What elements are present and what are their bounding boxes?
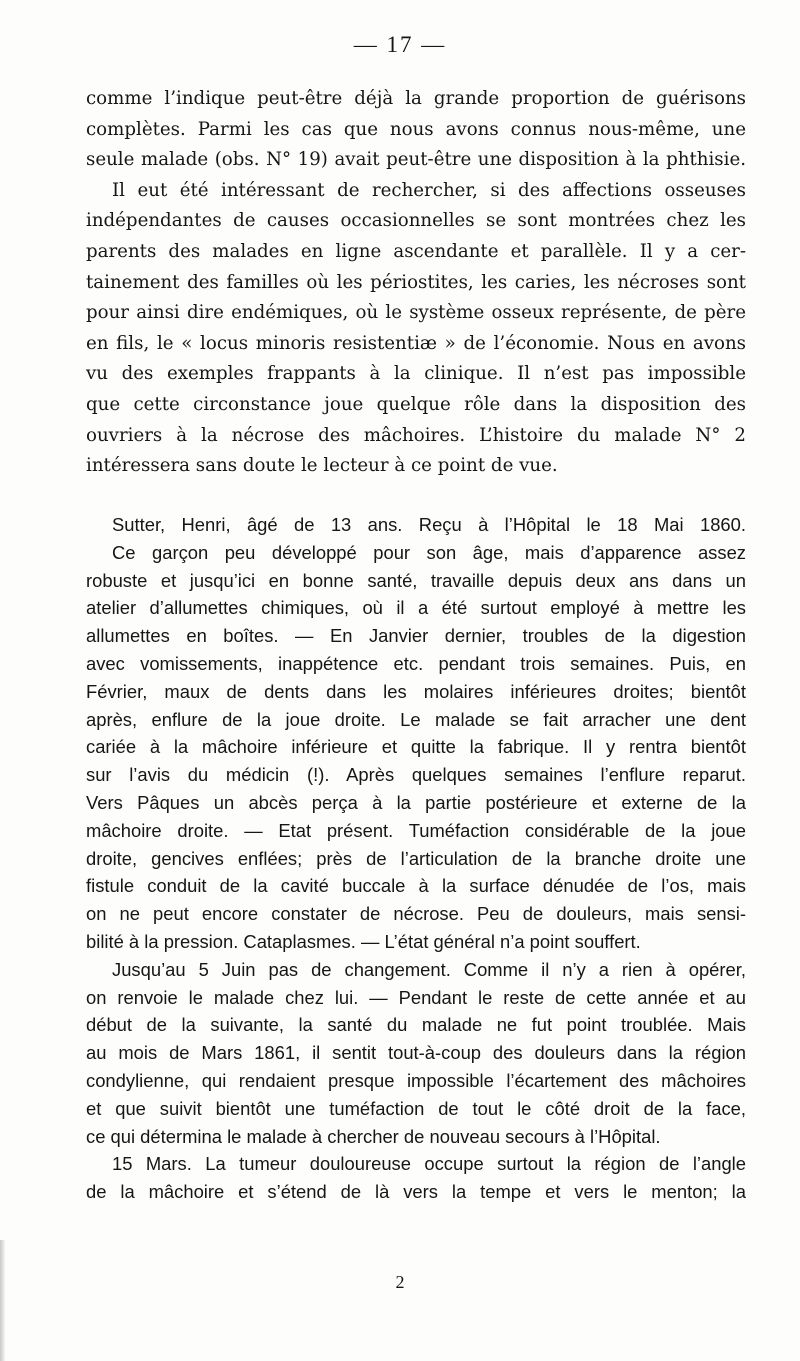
text-line: que cette circonstance joue quelque rôle dans la disposition des	[86, 393, 746, 415]
case-line: sur l’avis du médicin (!). Après quelques semaines l’enflure reparut.	[86, 764, 746, 786]
case-line: de la mâchoire et s’étend de là vers la tempe et vers le menton; la	[86, 1181, 746, 1203]
case-line: Jusqu’au 5 Juin pas de changement. Comme il n’y a rien à opérer,	[112, 958, 746, 980]
case-line: allumettes en boîtes. — En Janvier dernier, troubles de la digestion	[86, 625, 746, 647]
case-line: cariée à la mâchoire inférieure et quitte la fabrique. Il y rentra bientôt	[86, 736, 746, 758]
case-line: droite, gencives enflées; près de l’articulation de la branche droite une	[86, 847, 746, 869]
text-line: pour ainsi dire endémiques, où le système osseux représente, de père	[86, 302, 746, 324]
case-line: ce qui détermina le malade à chercher de nouveau secours à l’Hôpital.	[86, 1125, 661, 1147]
text-line: vu des exemples frappants à la clinique. Il n’est pas impossible	[86, 363, 746, 385]
scan-edge-shadow	[0, 1240, 5, 1361]
case-line: fistule conduit de la cavité buccale à la surface dénudée de l’os, mais	[86, 875, 746, 897]
text-line: parents des malades en ligne ascendante et parallèle. Il y a cer-	[86, 240, 746, 262]
case-line: condylienne, qui rendaient presque impossible l’écartement des mâchoires	[86, 1069, 746, 1091]
case-line: Ce garçon peu développé pour son âge, mais d’apparence assez	[112, 541, 746, 563]
case-report	[86, 511, 746, 1206]
text-line: complètes. Parmi les cas que nous avons connus nous-même, une	[86, 118, 746, 140]
text-line: tainement des familles où les périostites, les caries, les nécroses sont	[86, 271, 746, 293]
text-line: en fils, le « locus minoris resistentiæ » de l’économie. Nous en avons	[86, 332, 746, 354]
case-line: Vers Pâques un abcès perça à la partie postérieure et externe de la	[86, 791, 746, 813]
page-number: — 17 —	[353, 32, 447, 57]
case-line: mâchoire droite. — Etat présent. Tuméfaction considérable de la joue	[86, 819, 746, 841]
text-line: comme l’indique peut-être déjà la grande proportion de guérisons	[86, 88, 746, 109]
case-line: atelier d’allumettes chimiques, où il a été surtout employé à mettre les	[86, 597, 746, 619]
case-line: au mois de Mars 1861, il sentit tout-à-coup des douleurs dans la région	[86, 1042, 746, 1064]
signature-mark: 2	[395, 1272, 405, 1292]
case-line: on ne peut encore constater de nécrose. Peu de douleurs, mais sensi-	[86, 903, 746, 925]
text-line: intéressera sans doute le lecteur à ce point de vue.	[86, 455, 558, 477]
case-line: Sutter, Henri, âgé de 13 ans. Reçu à l’Hôpital le 18 Mai 1860.	[112, 514, 746, 535]
case-line: on renvoie le malade chez lui. — Pendant le reste de cette année et au	[86, 986, 746, 1008]
case-line: début de la suivante, la santé du malade ne fut point troublée. Mais	[86, 1014, 746, 1036]
text-line: ouvriers à la nécrose des mâchoires. L’histoire du malade N° 2	[86, 424, 746, 446]
paragraph-main	[86, 84, 746, 482]
case-line: bilité à la pression. Cataplasmes. — L’état général n’a point souffert.	[86, 930, 641, 952]
text-line: Il eut été intéressant de rechercher, si des affections osseuses	[112, 179, 746, 201]
text-line: seule malade (obs. N° 19) avait peut-être une disposition à la phthisie.	[86, 149, 746, 171]
case-line: et que suivit bientôt une tuméfaction de tout le côté droit de la face,	[86, 1097, 746, 1119]
text-line: indépendantes de causes occasionnelles se sont montrées chez les	[86, 210, 746, 232]
case-line: 15 Mars. La tumeur douloureuse occupe surtout la région de l’angle	[112, 1153, 746, 1175]
case-line: avec vomissements, inappétence etc. pendant trois semaines. Puis, en	[86, 652, 746, 674]
case-line: après, enflure de la joue droite. Le malade se fait arracher une dent	[86, 708, 746, 730]
case-line: robuste et jusqu’ici en bonne santé, travaille depuis deux ans dans un	[86, 569, 746, 591]
case-line: Février, maux de dents dans les molaires inférieures droites; bientôt	[86, 680, 746, 702]
